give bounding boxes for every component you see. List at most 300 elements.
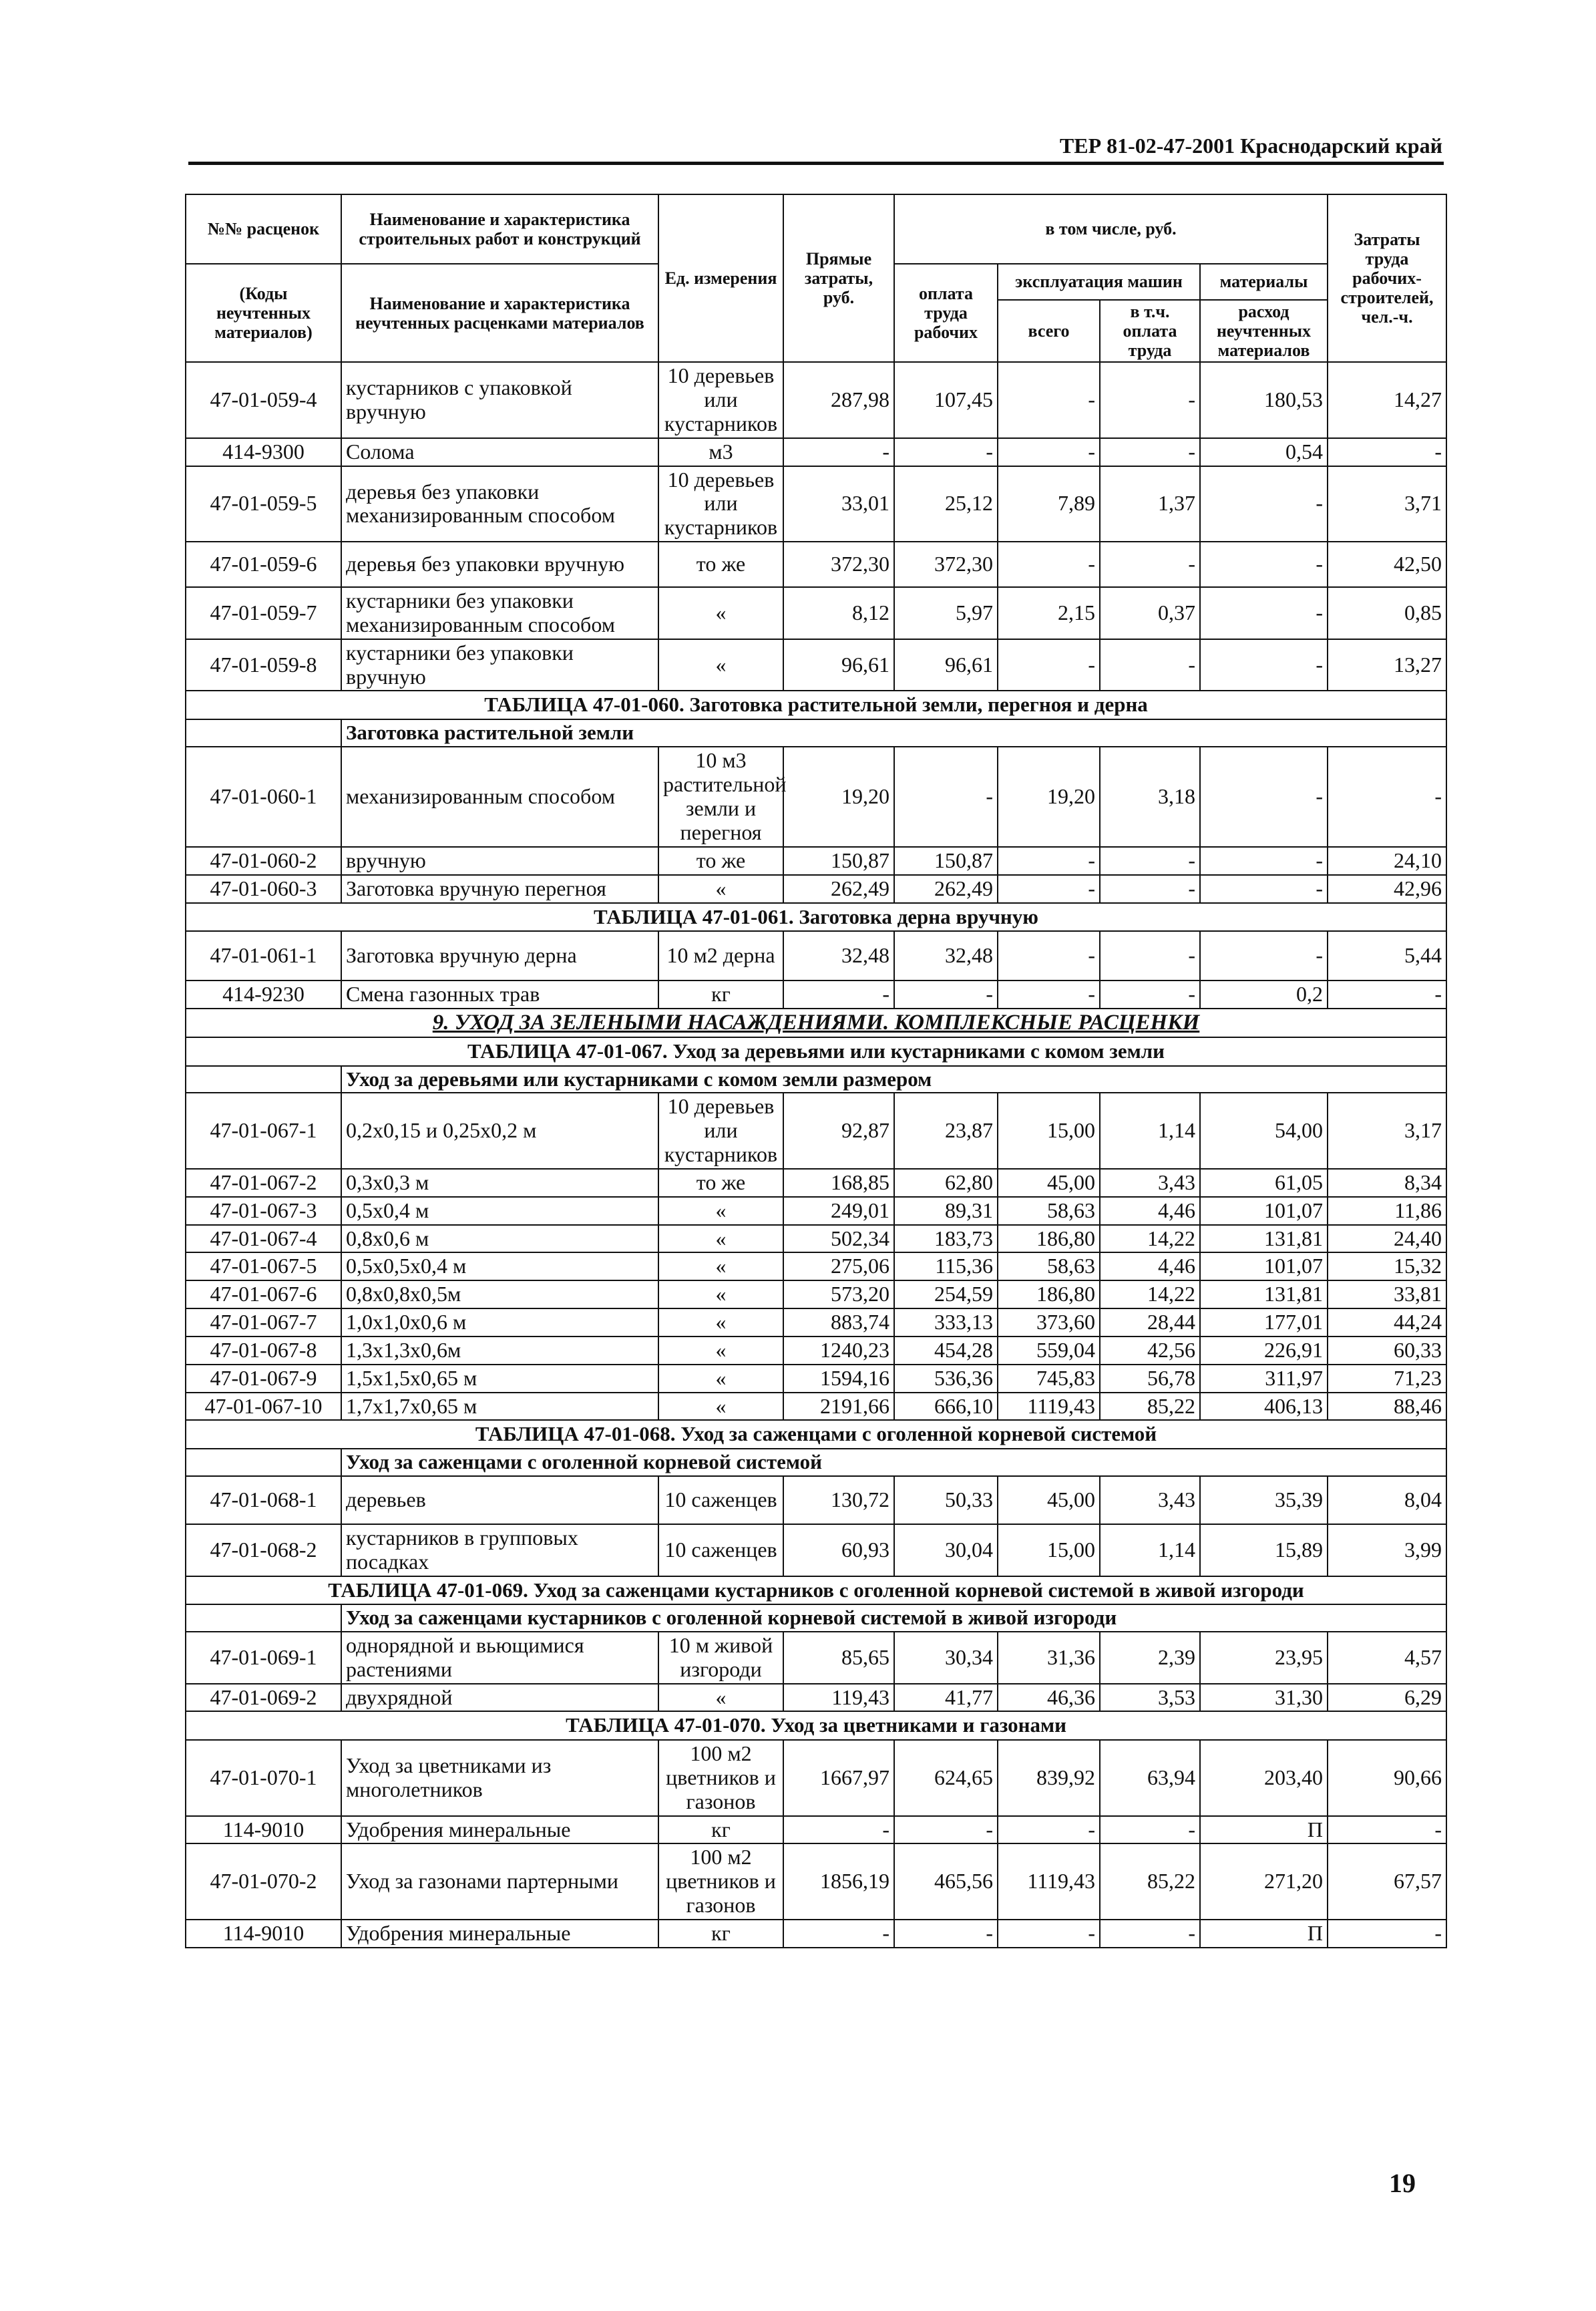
table-row <box>186 1280 1446 1308</box>
worker-wages: 536,36 <box>894 1365 998 1393</box>
direct-costs: 32,48 <box>783 931 894 981</box>
table-heading-text: ТАБЛИЦА 47-01-069. Уход за саженцами кустарников с оголенной корневой системой в живой изгороди <box>186 1576 1446 1605</box>
subtable-heading-text: Уход за саженцами кустарников с оголенной корневой системой в живой изгороди <box>341 1604 1446 1632</box>
direct-costs: 85,65 <box>783 1632 894 1684</box>
machine-costs: 839,92 <box>998 1740 1100 1815</box>
work-name: 0,8х0,8х0,5м <box>341 1280 658 1308</box>
machine-wages: 4,46 <box>1100 1252 1200 1280</box>
unit-of-measure: « <box>658 1197 783 1225</box>
subtable-heading <box>186 1449 1446 1476</box>
work-name: механизированным способом <box>341 747 658 847</box>
labor-hours: 60,33 <box>1328 1337 1446 1365</box>
worker-wages: 32,48 <box>894 931 998 981</box>
col-mat-unaccounted: расход неучтенных материалов <box>1200 300 1328 362</box>
labor-hours: 6,29 <box>1328 1684 1446 1712</box>
labor-hours: 24,40 <box>1328 1225 1446 1253</box>
machine-costs: - <box>998 362 1100 437</box>
worker-wages: 666,10 <box>894 1393 998 1421</box>
materials-cost: П <box>1200 1816 1328 1844</box>
labor-hours: 67,57 <box>1328 1843 1446 1919</box>
worker-wages: 262,49 <box>894 875 998 903</box>
machine-costs: 46,36 <box>998 1684 1100 1712</box>
machine-costs: 45,00 <box>998 1476 1100 1524</box>
table-heading <box>186 1420 1446 1449</box>
unit-of-measure: кг <box>658 1920 783 1948</box>
col-code-bottom: (Коды неучтенных материалов) <box>186 264 341 362</box>
col-mach-total: всего <box>998 300 1100 362</box>
unit-of-measure: то же <box>658 542 783 587</box>
table-heading <box>186 1711 1446 1740</box>
machine-costs: 7,89 <box>998 466 1100 542</box>
machine-wages: 3,18 <box>1100 747 1200 847</box>
worker-wages: 454,28 <box>894 1337 998 1365</box>
unit-of-measure: 10 саженцев <box>658 1524 783 1576</box>
table-row <box>186 747 1446 847</box>
work-name: 0,2х0,15 и 0,25х0,2 м <box>341 1093 658 1168</box>
work-name: 1,3х1,3х0,6м <box>341 1337 658 1365</box>
table-row <box>186 1524 1446 1576</box>
materials-cost: 0,2 <box>1200 981 1328 1009</box>
materials-cost: 0,54 <box>1200 438 1328 466</box>
rate-code: 47-01-069-2 <box>186 1684 341 1712</box>
direct-costs: 2191,66 <box>783 1393 894 1421</box>
table-row <box>186 1169 1446 1197</box>
table-row <box>186 1093 1446 1168</box>
machine-wages: 3,43 <box>1100 1476 1200 1524</box>
worker-wages: 115,36 <box>894 1252 998 1280</box>
rate-code: 47-01-060-2 <box>186 847 341 875</box>
worker-wages: 624,65 <box>894 1740 998 1815</box>
machine-wages: 85,22 <box>1100 1393 1200 1421</box>
unit-of-measure: « <box>658 1393 783 1421</box>
rate-code: 47-01-067-4 <box>186 1225 341 1253</box>
table-row <box>186 1197 1446 1225</box>
col-name-bottom: Наименование и характеристика неучтенных расценками материалов <box>341 264 658 362</box>
machine-wages: 28,44 <box>1100 1308 1200 1337</box>
table-heading <box>186 1576 1446 1605</box>
materials-cost: - <box>1200 847 1328 875</box>
machine-costs: - <box>998 1920 1100 1948</box>
col-incl: в том числе, руб. <box>894 194 1328 264</box>
machine-costs: - <box>998 875 1100 903</box>
work-name: вручную <box>341 847 658 875</box>
work-name: Удобрения минеральные <box>341 1920 658 1948</box>
machine-costs: - <box>998 981 1100 1009</box>
rate-code: 47-01-067-5 <box>186 1252 341 1280</box>
machine-wages: - <box>1100 847 1200 875</box>
labor-hours: 14,27 <box>1328 362 1446 437</box>
section-heading <box>186 1009 1446 1037</box>
materials-cost: 101,07 <box>1200 1252 1328 1280</box>
unit-of-measure: « <box>658 1684 783 1712</box>
subtable-heading-spacer <box>186 1604 341 1632</box>
subtable-heading-spacer <box>186 1066 341 1093</box>
work-name: Удобрения минеральные <box>341 1816 658 1844</box>
table-row <box>186 931 1446 981</box>
table-row <box>186 542 1446 587</box>
machine-costs: - <box>998 931 1100 981</box>
work-name: кустарники без упаковки механизированным способом <box>341 587 658 639</box>
direct-costs: 1667,97 <box>783 1740 894 1815</box>
materials-cost: - <box>1200 747 1328 847</box>
labor-hours: - <box>1328 1816 1446 1844</box>
machine-wages: 42,56 <box>1100 1337 1200 1365</box>
materials-cost: - <box>1200 639 1328 691</box>
machine-wages: 1,37 <box>1100 466 1200 542</box>
subtable-heading-text: Уход за деревьями или кустарниками с комом земли размером <box>341 1066 1446 1093</box>
machine-costs: 58,63 <box>998 1197 1100 1225</box>
materials-cost: 131,81 <box>1200 1280 1328 1308</box>
table-heading-text: ТАБЛИЦА 47-01-068. Уход за саженцами с оголенной корневой системой <box>186 1420 1446 1449</box>
materials-cost: 131,81 <box>1200 1225 1328 1253</box>
table-row <box>186 1476 1446 1524</box>
materials-cost: 177,01 <box>1200 1308 1328 1337</box>
rate-code: 47-01-067-6 <box>186 1280 341 1308</box>
table-header <box>186 194 1446 362</box>
direct-costs: 883,74 <box>783 1308 894 1337</box>
table-row <box>186 639 1446 691</box>
col-name-top: Наименование и характеристика строительных работ и конструкций <box>341 194 658 264</box>
unit-of-measure: « <box>658 587 783 639</box>
machine-costs: 58,63 <box>998 1252 1100 1280</box>
materials-cost: 31,30 <box>1200 1684 1328 1712</box>
machine-costs: 15,00 <box>998 1524 1100 1576</box>
machine-wages: 4,46 <box>1100 1197 1200 1225</box>
worker-wages: 107,45 <box>894 362 998 437</box>
rate-code: 414-9300 <box>186 438 341 466</box>
col-materials: материалы <box>1200 264 1328 300</box>
worker-wages: - <box>894 981 998 1009</box>
worker-wages: 41,77 <box>894 1684 998 1712</box>
document-header: ТЕР 81-02-47-2001 Краснодарский край <box>1059 134 1442 158</box>
rate-code: 47-01-067-1 <box>186 1093 341 1168</box>
table-row <box>186 438 1446 466</box>
materials-cost: - <box>1200 542 1328 587</box>
machine-costs: 1119,43 <box>998 1843 1100 1919</box>
unit-of-measure: « <box>658 1337 783 1365</box>
labor-hours: 4,57 <box>1328 1632 1446 1684</box>
rate-code: 47-01-059-4 <box>186 362 341 437</box>
col-direct: Прямые затраты, руб. <box>783 194 894 362</box>
rate-code: 47-01-067-2 <box>186 1169 341 1197</box>
work-name: 1,7х1,7х0,65 м <box>341 1393 658 1421</box>
machine-wages: 3,43 <box>1100 1169 1200 1197</box>
work-name: 0,3х0,3 м <box>341 1169 658 1197</box>
worker-wages: 23,87 <box>894 1093 998 1168</box>
direct-costs: - <box>783 981 894 1009</box>
unit-of-measure: « <box>658 1280 783 1308</box>
worker-wages: 62,80 <box>894 1169 998 1197</box>
work-name: кустарников в групповых посадках <box>341 1524 658 1576</box>
worker-wages: 89,31 <box>894 1197 998 1225</box>
table-row <box>186 1337 1446 1365</box>
table-heading-text: ТАБЛИЦА 47-01-067. Уход за деревьями или кустарниками с комом земли <box>186 1037 1446 1066</box>
unit-of-measure: « <box>658 875 783 903</box>
table-row <box>186 1740 1446 1815</box>
labor-hours: 3,17 <box>1328 1093 1446 1168</box>
labor-hours: 42,50 <box>1328 542 1446 587</box>
worker-wages: 372,30 <box>894 542 998 587</box>
labor-hours: 90,66 <box>1328 1740 1446 1815</box>
work-name: деревья без упаковки механизированным способом <box>341 466 658 542</box>
direct-costs: 249,01 <box>783 1197 894 1225</box>
machine-wages: 14,22 <box>1100 1225 1200 1253</box>
machine-wages: 1,14 <box>1100 1093 1200 1168</box>
materials-cost: 180,53 <box>1200 362 1328 437</box>
labor-hours: 0,85 <box>1328 587 1446 639</box>
page-number: 19 <box>1389 2168 1416 2198</box>
materials-cost: - <box>1200 587 1328 639</box>
table-row <box>186 981 1446 1009</box>
machine-wages: - <box>1100 362 1200 437</box>
direct-costs: 275,06 <box>783 1252 894 1280</box>
unit-of-measure: « <box>658 1308 783 1337</box>
labor-hours: 24,10 <box>1328 847 1446 875</box>
machine-wages: 2,39 <box>1100 1632 1200 1684</box>
machine-costs: 2,15 <box>998 587 1100 639</box>
machine-costs: 19,20 <box>998 747 1100 847</box>
materials-cost: - <box>1200 466 1328 542</box>
direct-costs: 19,20 <box>783 747 894 847</box>
table-row <box>186 1843 1446 1919</box>
machine-costs: 1119,43 <box>998 1393 1100 1421</box>
unit-of-measure: кг <box>658 1816 783 1844</box>
table-heading <box>186 1037 1446 1066</box>
materials-cost: П <box>1200 1920 1328 1948</box>
labor-hours: 88,46 <box>1328 1393 1446 1421</box>
worker-wages: 50,33 <box>894 1476 998 1524</box>
machine-costs: 186,80 <box>998 1280 1100 1308</box>
worker-wages: - <box>894 438 998 466</box>
table-row <box>186 1920 1446 1948</box>
unit-of-measure: то же <box>658 1169 783 1197</box>
labor-hours: 13,27 <box>1328 639 1446 691</box>
machine-costs: - <box>998 1816 1100 1844</box>
materials-cost: - <box>1200 931 1328 981</box>
rate-code: 47-01-059-7 <box>186 587 341 639</box>
labor-hours: 8,34 <box>1328 1169 1446 1197</box>
unit-of-measure: м3 <box>658 438 783 466</box>
materials-cost: 226,91 <box>1200 1337 1328 1365</box>
unit-of-measure: то же <box>658 847 783 875</box>
machine-wages: 1,14 <box>1100 1524 1200 1576</box>
worker-wages: - <box>894 747 998 847</box>
materials-cost: 101,07 <box>1200 1197 1328 1225</box>
materials-cost: 271,20 <box>1200 1843 1328 1919</box>
rate-code: 47-01-059-8 <box>186 639 341 691</box>
direct-costs: 502,34 <box>783 1225 894 1253</box>
rate-code: 47-01-059-6 <box>186 542 341 587</box>
machine-costs: 559,04 <box>998 1337 1100 1365</box>
rate-code: 47-01-061-1 <box>186 931 341 981</box>
machine-costs: 186,80 <box>998 1225 1100 1253</box>
rate-code: 47-01-060-3 <box>186 875 341 903</box>
unit-of-measure: « <box>658 1252 783 1280</box>
subtable-heading-spacer <box>186 719 341 747</box>
table-body <box>186 362 1446 1947</box>
direct-costs: 96,61 <box>783 639 894 691</box>
machine-costs: 45,00 <box>998 1169 1100 1197</box>
table-row <box>186 875 1446 903</box>
subtable-heading-text: Уход за саженцами с оголенной корневой системой <box>341 1449 1446 1476</box>
direct-costs: 1856,19 <box>783 1843 894 1919</box>
rate-code: 114-9010 <box>186 1920 341 1948</box>
direct-costs: 1240,23 <box>783 1337 894 1365</box>
machine-costs: - <box>998 438 1100 466</box>
labor-hours: - <box>1328 1920 1446 1948</box>
machine-wages: - <box>1100 639 1200 691</box>
work-name: Смена газонных трав <box>341 981 658 1009</box>
subtable-heading-spacer <box>186 1449 341 1476</box>
work-name: Уход за цветниками из многолетников <box>341 1740 658 1815</box>
col-machines: эксплуатация машин <box>998 264 1200 300</box>
direct-costs: 130,72 <box>783 1476 894 1524</box>
table-row <box>186 466 1446 542</box>
work-name: 1,5х1,5х0,65 м <box>341 1365 658 1393</box>
worker-wages: 465,56 <box>894 1843 998 1919</box>
machine-costs: 373,60 <box>998 1308 1100 1337</box>
machine-costs: 15,00 <box>998 1093 1100 1168</box>
materials-cost: 54,00 <box>1200 1093 1328 1168</box>
labor-hours: 42,96 <box>1328 875 1446 903</box>
section-heading-text: 9. УХОД ЗА ЗЕЛЕНЫМИ НАСАЖДЕНИЯМИ. КОМПЛЕКСНЫЕ РАСЦЕНКИ <box>186 1009 1446 1037</box>
labor-hours: 5,44 <box>1328 931 1446 981</box>
direct-costs: 573,20 <box>783 1280 894 1308</box>
machine-wages: 56,78 <box>1100 1365 1200 1393</box>
header-rule <box>188 162 1444 165</box>
rate-code: 47-01-067-8 <box>186 1337 341 1365</box>
labor-hours: 3,71 <box>1328 466 1446 542</box>
rate-code: 47-01-068-2 <box>186 1524 341 1576</box>
table-heading <box>186 691 1446 719</box>
unit-of-measure: 10 м2 дерна <box>658 931 783 981</box>
materials-cost: 15,89 <box>1200 1524 1328 1576</box>
worker-wages: 5,97 <box>894 587 998 639</box>
subtable-heading-text: Заготовка растительной земли <box>341 719 1446 747</box>
labor-hours: 11,86 <box>1328 1197 1446 1225</box>
materials-cost: 406,13 <box>1200 1393 1328 1421</box>
direct-costs: 372,30 <box>783 542 894 587</box>
labor-hours: 33,81 <box>1328 1280 1446 1308</box>
direct-costs: 33,01 <box>783 466 894 542</box>
table-row <box>186 1632 1446 1684</box>
rate-code: 47-01-067-10 <box>186 1393 341 1421</box>
work-name: деревьев <box>341 1476 658 1524</box>
machine-costs: - <box>998 847 1100 875</box>
unit-of-measure: 10 деревьев или кустарников <box>658 466 783 542</box>
table-row <box>186 362 1446 437</box>
rate-code: 414-9230 <box>186 981 341 1009</box>
unit-of-measure: 10 м3 растительной земли и перегноя <box>658 747 783 847</box>
rate-code: 47-01-067-7 <box>186 1308 341 1337</box>
direct-costs: 150,87 <box>783 847 894 875</box>
work-name: 0,5х0,5х0,4 м <box>341 1252 658 1280</box>
materials-cost: 311,97 <box>1200 1365 1328 1393</box>
rate-code: 47-01-059-5 <box>186 466 341 542</box>
labor-hours: - <box>1328 438 1446 466</box>
machine-wages: 14,22 <box>1100 1280 1200 1308</box>
direct-costs: 92,87 <box>783 1093 894 1168</box>
work-name: Уход за газонами партерными <box>341 1843 658 1919</box>
worker-wages: 333,13 <box>894 1308 998 1337</box>
table-row <box>186 1365 1446 1393</box>
rate-code: 47-01-067-3 <box>186 1197 341 1225</box>
work-name: деревья без упаковки вручную <box>341 542 658 587</box>
work-name: однорядной и вьющимися растениями <box>341 1632 658 1684</box>
table-row <box>186 1393 1446 1421</box>
machine-costs: - <box>998 542 1100 587</box>
table-row <box>186 1816 1446 1844</box>
rate-code: 114-9010 <box>186 1816 341 1844</box>
work-name: кустарники без упаковки вручную <box>341 639 658 691</box>
direct-costs: 119,43 <box>783 1684 894 1712</box>
materials-cost: 203,40 <box>1200 1740 1328 1815</box>
subtable-heading <box>186 719 1446 747</box>
rate-code: 47-01-070-1 <box>186 1740 341 1815</box>
worker-wages: 30,34 <box>894 1632 998 1684</box>
work-name: 0,8х0,6 м <box>341 1225 658 1253</box>
table-row <box>186 1225 1446 1253</box>
direct-costs: 1594,16 <box>783 1365 894 1393</box>
unit-of-measure: 10 саженцев <box>658 1476 783 1524</box>
direct-costs: - <box>783 438 894 466</box>
machine-wages: - <box>1100 875 1200 903</box>
machine-wages: 0,37 <box>1100 587 1200 639</box>
machine-costs: 745,83 <box>998 1365 1100 1393</box>
col-labor: Затраты труда рабочих-строителей, чел.-ч. <box>1328 194 1446 362</box>
materials-cost: 61,05 <box>1200 1169 1328 1197</box>
direct-costs: 287,98 <box>783 362 894 437</box>
direct-costs: 168,85 <box>783 1169 894 1197</box>
machine-wages: - <box>1100 1816 1200 1844</box>
machine-wages: - <box>1100 931 1200 981</box>
machine-costs: 31,36 <box>998 1632 1100 1684</box>
rate-code: 47-01-060-1 <box>186 747 341 847</box>
worker-wages: 254,59 <box>894 1280 998 1308</box>
table-row <box>186 1252 1446 1280</box>
labor-hours: 3,99 <box>1328 1524 1446 1576</box>
machine-costs: - <box>998 639 1100 691</box>
table-row <box>186 1684 1446 1712</box>
machine-wages: - <box>1100 438 1200 466</box>
machine-wages: 3,53 <box>1100 1684 1200 1712</box>
labor-hours: 8,04 <box>1328 1476 1446 1524</box>
subtable-heading <box>186 1604 1446 1632</box>
table-row <box>186 587 1446 639</box>
col-mach-wages: в т.ч. оплата труда <box>1100 300 1200 362</box>
worker-wages: 25,12 <box>894 466 998 542</box>
materials-cost: - <box>1200 875 1328 903</box>
table-heading <box>186 903 1446 932</box>
price-table <box>185 194 1447 1948</box>
direct-costs: 262,49 <box>783 875 894 903</box>
direct-costs: - <box>783 1816 894 1844</box>
labor-hours: 71,23 <box>1328 1365 1446 1393</box>
worker-wages: 30,04 <box>894 1524 998 1576</box>
table-row <box>186 1308 1446 1337</box>
table-heading-text: ТАБЛИЦА 47-01-061. Заготовка дерна вручную <box>186 903 1446 932</box>
machine-wages: - <box>1100 981 1200 1009</box>
direct-costs: 60,93 <box>783 1524 894 1576</box>
labor-hours: - <box>1328 981 1446 1009</box>
work-name: 0,5х0,4 м <box>341 1197 658 1225</box>
table-heading-text: ТАБЛИЦА 47-01-060. Заготовка растительной земли, перегноя и дерна <box>186 691 1446 719</box>
table-row <box>186 847 1446 875</box>
labor-hours: 15,32 <box>1328 1252 1446 1280</box>
table-heading-text: ТАБЛИЦА 47-01-070. Уход за цветниками и газонами <box>186 1711 1446 1740</box>
work-name: Заготовка вручную перегноя <box>341 875 658 903</box>
unit-of-measure: 10 деревьев или кустарников <box>658 362 783 437</box>
